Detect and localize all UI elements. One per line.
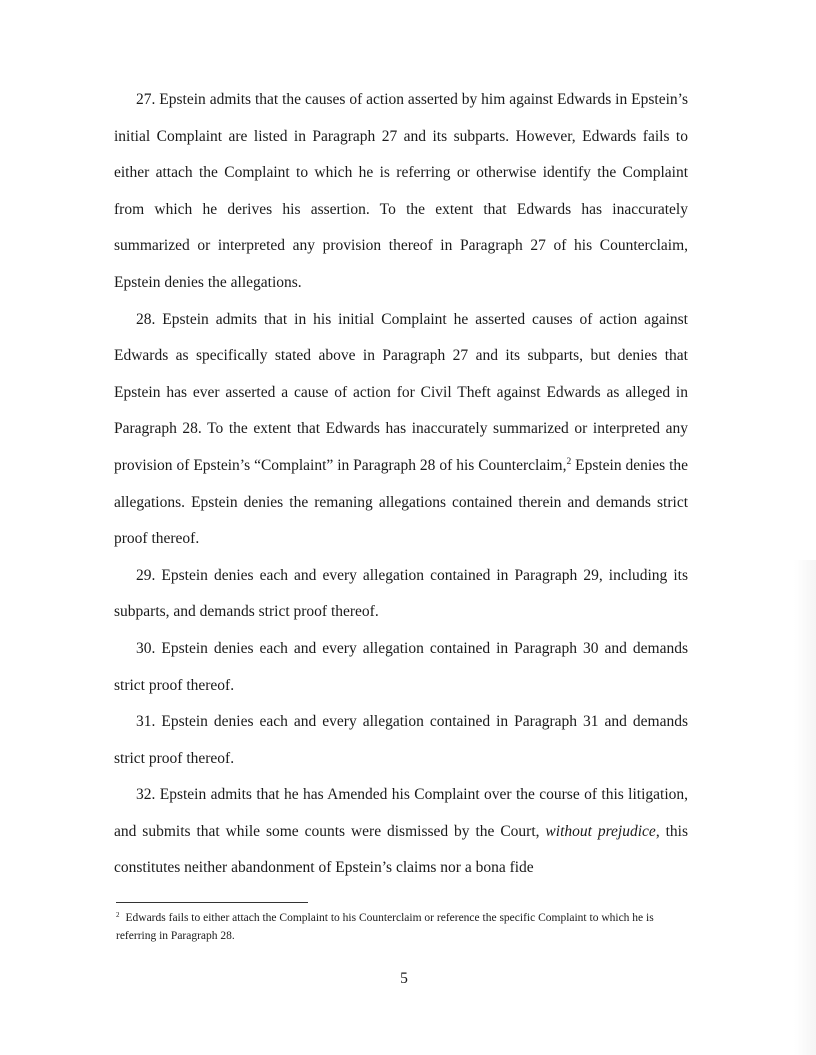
italic-phrase: without prejudice [545,822,656,840]
page-number: 5 [400,970,408,987]
paragraph-27: 27. Epstein admits that the causes of action asserted by him against Edwards in Epstein’s initial Complaint are listed in Paragraph 27 and its subparts. However, Edwards fails to either attach the Complaint to which he is referring or otherwise identify the Complaint from which he derives his assertion. To the extent that Edwards has inaccurately summarized or interpreted any provision thereof in Paragraph 27 of his Counterclaim, Epstein denies the allegations. [114,91,688,291]
footnote-reference[interactable]: 2 [566,456,572,467]
paragraph-32-text-after-italic: , this constitutes neither abandonment of Epstein’s claims nor a bona fide [114,822,688,877]
paragraph-30: 30. Epstein denies each and every allegation contained in Paragraph 30 and demands strict proof thereof. [114,639,688,694]
footnote [116,910,688,945]
paragraph-31: 31. Epstein denies each and every allegation contained in Paragraph 31 and demands strict proof thereof. [114,713,688,767]
paragraph-32 [114,777,688,887]
scan-edge-shadow [794,560,816,1055]
footnote-number: 2 [116,911,120,919]
paragraph-28 [114,302,688,558]
footnote-divider [116,902,308,903]
paragraph-29: 29. Epstein denies each and every allegation contained in Paragraph 29, including its subparts, and demands strict proof thereof. [114,566,688,621]
paragraph-28-text-before-note: 28. Epstein admits that in his initial Complaint he asserted causes of action against Edwards as specifically stated above in Paragraph 27 and its subparts, but denies that Epstein has ever asserted a cause of action for Civil Theft against Edwards as alleged in Paragraph 28. To the extent that Edwards has inaccurately summarized or interpreted any provision of Epstein’s “Complaint” in Paragraph 28 of his Counterclaim, [114,310,688,474]
paragraph-32-text-before-italic: 32. Epstein admits that he has Amended his Complaint over the course of this litigation, and submits that while some counts were dismissed by the Court, [114,786,688,840]
paragraph-28-text-after-note: Epstein denies the allegations. Epstein denies the remaning allegations contained therein and demands strict proof thereof. [114,456,688,548]
footnote-text: Edwards fails to either attach the Complaint to his Counterclaim or reference the specific Complaint to which he is referring in Paragraph 28. [116,912,654,942]
document-body [114,82,688,887]
